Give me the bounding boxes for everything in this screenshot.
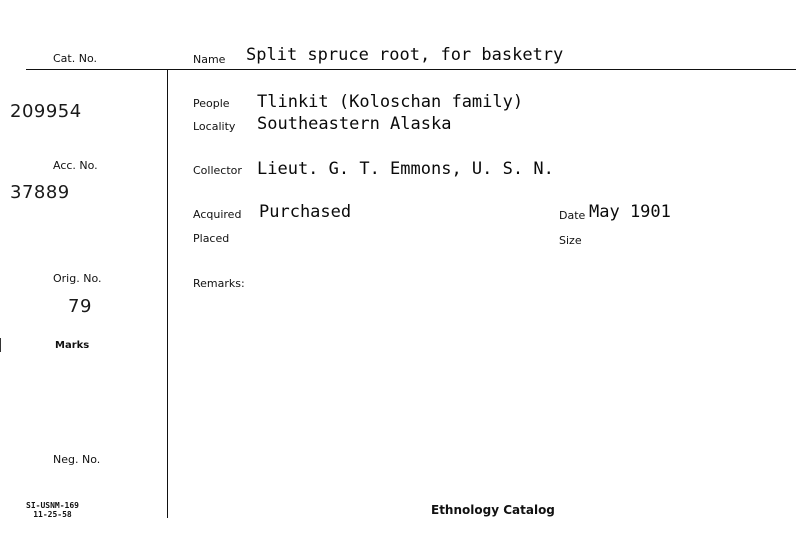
people-label: People — [193, 97, 230, 110]
form-code-line1: SI-USNM-169 — [26, 501, 79, 510]
name-value: Split spruce root, for basketry — [246, 45, 564, 65]
name-label: Name — [193, 53, 226, 66]
acc-no-value: 37889 — [10, 182, 70, 203]
header-rule — [26, 69, 796, 70]
remarks-label: Remarks: — [193, 277, 245, 290]
cat-no-value: 209954 — [10, 101, 82, 122]
acquired-value: Purchased — [259, 202, 352, 222]
neg-no-label: Neg. No. — [53, 453, 101, 466]
acc-no-label: Acc. No. — [53, 159, 98, 172]
date-value: May 1901 — [589, 202, 671, 222]
placed-label: Placed — [193, 232, 230, 245]
locality-value: Southeastern Alaska — [257, 114, 452, 134]
orig-no-label: Orig. No. — [53, 272, 102, 285]
edge-mark — [0, 338, 4, 352]
catalog-footer: Ethnology Catalog — [431, 503, 555, 517]
size-label: Size — [559, 234, 582, 247]
collector-label: Collector — [193, 164, 242, 177]
acquired-label: Acquired — [193, 208, 242, 221]
form-code-line2: 11-25-58 — [33, 510, 72, 519]
form-code — [26, 501, 79, 519]
orig-no-value: 79 — [68, 296, 92, 317]
column-divider — [167, 70, 168, 518]
locality-label: Locality — [193, 120, 236, 133]
marks-label: Marks — [55, 340, 90, 351]
cat-no-label: Cat. No. — [53, 52, 97, 65]
date-label: Date — [559, 209, 586, 222]
collector-value: Lieut. G. T. Emmons, U. S. N. — [257, 159, 554, 179]
people-value: Tlinkit (Koloschan family) — [257, 92, 524, 112]
